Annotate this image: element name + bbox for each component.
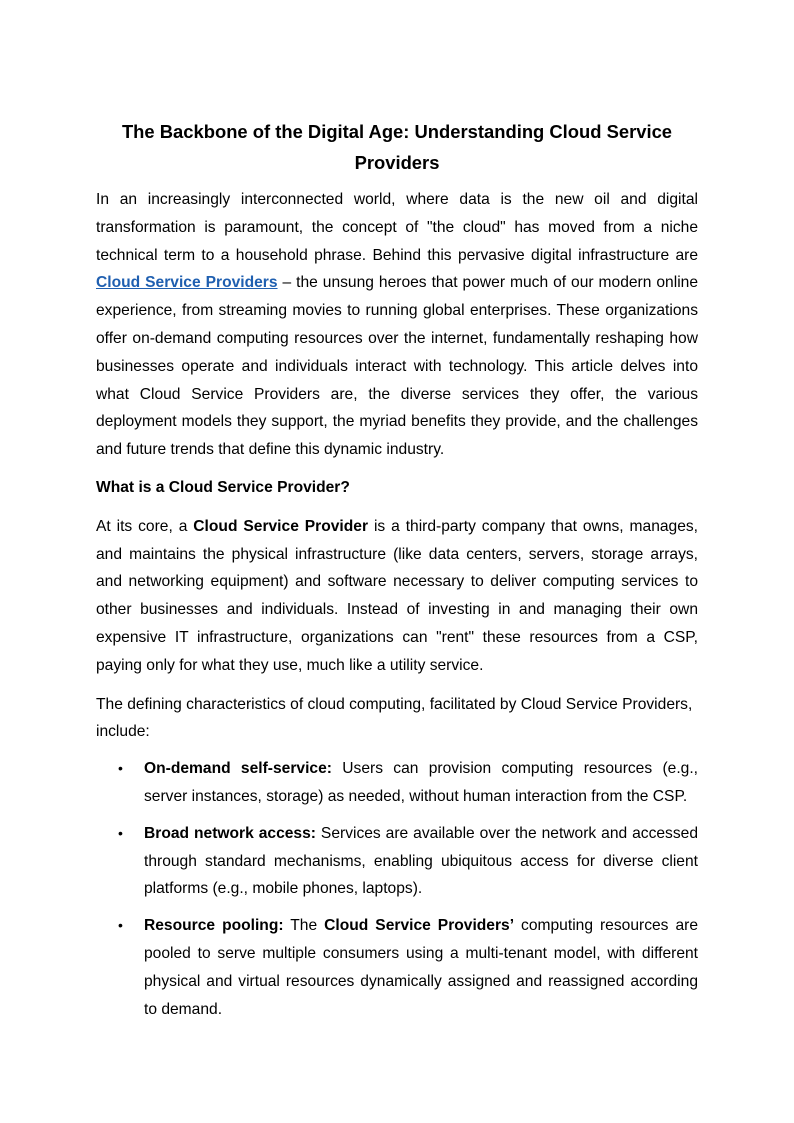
intro-text-end: – the unsung heroes that power much of our modern online experience, from streaming movies to running global enterprises. These organizations offer on-demand computing resources over the internet, fundamentally reshaping how businesses operate and individuals interact with technology. This article delves into what Cloud Service Providers are, the diverse services they offer, the various deployment models they support, the myriad benefits they provide, and the challenges and future trends that define this dynamic industry. xyxy=(96,274,699,459)
list-item-text: computing resources are pooled to serve multiple consumers using a multi-tenant model, with different physical and virtual resources dynamically assigned and reassigned according to demand. xyxy=(144,917,698,1018)
list-item-term: Broad network access: xyxy=(144,824,316,842)
list-item xyxy=(96,820,698,903)
list-item-bold-term: Cloud Service Providers’ xyxy=(324,917,515,935)
definition-text-end: is a third-party company that owns, manages, and maintains the physical infrastructure (like data centers, servers, storage arrays, and networking equipment) and software necessary to deliver computing services to other businesses and individuals. Instead of investing in and managing their own expensive IT infrastructure, organizations can "rent" these resources from a CSP, paying only for what they use, much like a utility service. xyxy=(96,517,699,674)
list-item-term: Resource pooling: xyxy=(144,917,284,935)
list-item xyxy=(96,755,698,811)
list-item xyxy=(96,912,698,1023)
list-item-text: Services are available over the network and accessed through standard mechanisms, enabling ubiquitous access for diverse client platforms (e.g., mobile phones, laptops). xyxy=(144,824,698,898)
bullet-icon: • xyxy=(118,760,123,777)
csp-definition-paragraph xyxy=(96,513,698,680)
document-page xyxy=(96,116,698,1032)
definition-text-start: At its core, a xyxy=(96,517,194,535)
list-item-term: On-demand self-service: xyxy=(144,760,332,778)
bullet-icon: • xyxy=(118,917,123,934)
document-title: The Backbone of the Digital Age: Understanding Cloud Service Providers xyxy=(121,121,673,173)
list-item-text: Users can provision computing resources (e.g., server instances, storage) as needed, without human interaction from the CSP. xyxy=(144,760,698,805)
cloud-service-providers-link[interactable]: Cloud Service Providers xyxy=(96,274,278,292)
bullet-icon: • xyxy=(118,824,123,841)
intro-text-start: In an increasingly interconnected world, where data is the new oil and digital transformation is paramount, the concept of "the cloud" has moved from a niche technical term to a household phrase. Behind this pervasive digital infrastructure are xyxy=(96,191,698,264)
definition-bold-term: Cloud Service Provider xyxy=(193,517,369,535)
section-heading-what-is-csp: What is a Cloud Service Provider? xyxy=(96,478,350,496)
intro-paragraph xyxy=(96,186,698,464)
list-item-text-mid: The xyxy=(283,917,325,935)
characteristics-intro: The defining characteristics of cloud computing, facilitated by Cloud Service Providers, include: xyxy=(96,695,693,741)
characteristics-list xyxy=(96,755,698,1023)
